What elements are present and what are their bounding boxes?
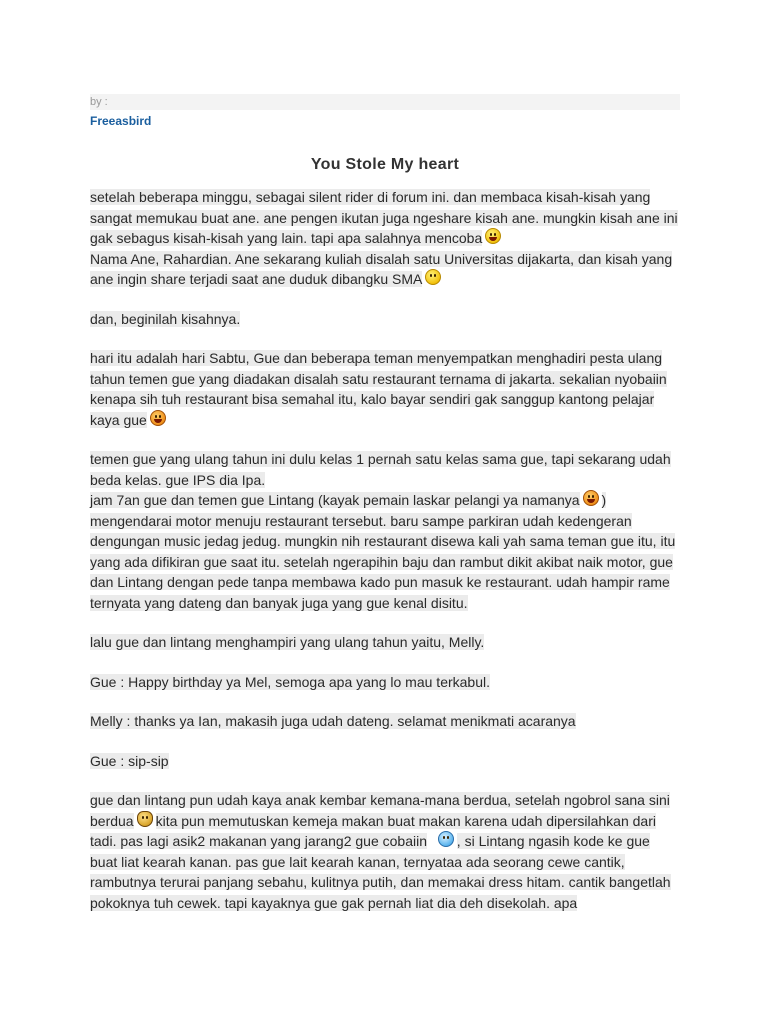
paragraph-text: Gue : sip-sip bbox=[90, 752, 169, 769]
paragraph-text: ) bbox=[601, 492, 607, 508]
article bbox=[90, 94, 680, 932]
paragraph-text: jam 7an gue dan temen gue Lintang (kayak pemain laskar pelangi ya namanya bbox=[90, 492, 580, 508]
laugh-emoticon-icon bbox=[583, 490, 599, 506]
paragraph-intro bbox=[90, 187, 680, 290]
blush-emoticon-icon bbox=[150, 410, 166, 426]
paragraph-text: Melly : thanks ya Ian, makasih juga udah dateng. selamat menikmati acaranya bbox=[90, 713, 576, 729]
paragraph-text: Gue : Happy birthday ya Mel, semoga apa yang lo mau terkabul. bbox=[90, 673, 490, 690]
byline-bar bbox=[90, 94, 680, 110]
article-title: You Stole My heart bbox=[310, 156, 460, 173]
paragraph bbox=[90, 348, 680, 430]
paragraph bbox=[90, 790, 680, 913]
paragraph bbox=[90, 672, 680, 693]
cool-emoticon-icon bbox=[438, 831, 454, 847]
paragraph bbox=[90, 711, 680, 732]
paragraph bbox=[90, 309, 680, 330]
paragraph-text: temen gue yang ulang tahun ini dulu kelas 1 pernah satu kelas sama gue, tapi sekarang udah beda kelas. gue IPS dia Ipa. bbox=[90, 451, 671, 488]
cowboy-emoticon-icon bbox=[137, 811, 153, 827]
paragraph-text: lalu gue dan lintang menghampiri yang ulang tahun yaitu, Melly. bbox=[90, 634, 485, 650]
paragraph bbox=[90, 449, 680, 613]
paragraph bbox=[90, 751, 680, 772]
grin-emoticon-icon bbox=[485, 228, 501, 244]
paragraph-text: gue dan lintang pun udah kaya anak kembar kemana-mana berdua, setelah ngobrol sana sini berdua bbox=[90, 792, 670, 829]
paragraph-text: dan, beginilah kisahnya. bbox=[90, 310, 241, 327]
paragraph-text: hari itu adalah hari Sabtu, Gue dan beberapa teman menyempatkan menghadiri pesta ulang tahun temen gue yang diadakan disalah satu restaurant ternama di jakarta. sekalian nyobaiin kenapa sih tuh restaurant bisa semahal itu, kalo bayar sendiri gak sanggup kantong pelajar kaya gue bbox=[90, 350, 667, 428]
by-label: by : bbox=[90, 96, 108, 108]
paragraph-text: setelah beberapa minggu, sebagai silent rider di forum ini. dan membaca kisah-kisah yang sangat memukau buat ane. ane pengen ikutan juga ngeshare kisah ane. mungkin kisah ane ini gak sebagus kisah-kisah yang lain. tapi apa salahnya mencoba bbox=[90, 189, 678, 246]
paragraph-text: kita pun memutuskan kemeja makan buat makan karena udah dipersilahkan dari tadi. pas lagi asik2 makanan yang jarang2 gue cobaiin bbox=[90, 812, 656, 849]
paragraph-text: , si Lintang ngasih kode ke gue buat liat kearah kanan. pas gue lait kearah kanan, ternyataa ada seorang cewe cantik, rambutnya terurai panjang sebahu, kulitnya putih, dan memakai dress hitam. cantik bangetlah pokoknya tuh cewek. tapi kayaknya gue gak pernah liat dia deh disekolah. apa bbox=[90, 833, 671, 911]
paragraph-text: mengendarai motor menuju restaurant tersebut. baru sampe parkiran udah kedengeran dengungan music jedag jedug. mungkin nih restaurant disewa kali yah sama teman gue itu, itu yang ada difikiran gue saat itu. setelah ngerapihin baju dan rambut dikit akibat naik motor, gue dan Lintang dengan pede tanpa membawa kado pun masuk ke restaurant. udah hampir rame ternyata yang dateng dan banyak juga yang gue kenal disitu. bbox=[90, 512, 676, 611]
paragraph-text: Nama Ane, Rahardian. Ane sekarang kuliah disalah satu Universitas dijakarta, dan kisah yang ane ingin share terjadi saat ane duduk dibangku SMA bbox=[90, 250, 673, 287]
smile-emoticon-icon bbox=[425, 269, 441, 285]
author-link[interactable]: Freeasbird bbox=[90, 114, 152, 128]
paragraph bbox=[90, 632, 680, 653]
